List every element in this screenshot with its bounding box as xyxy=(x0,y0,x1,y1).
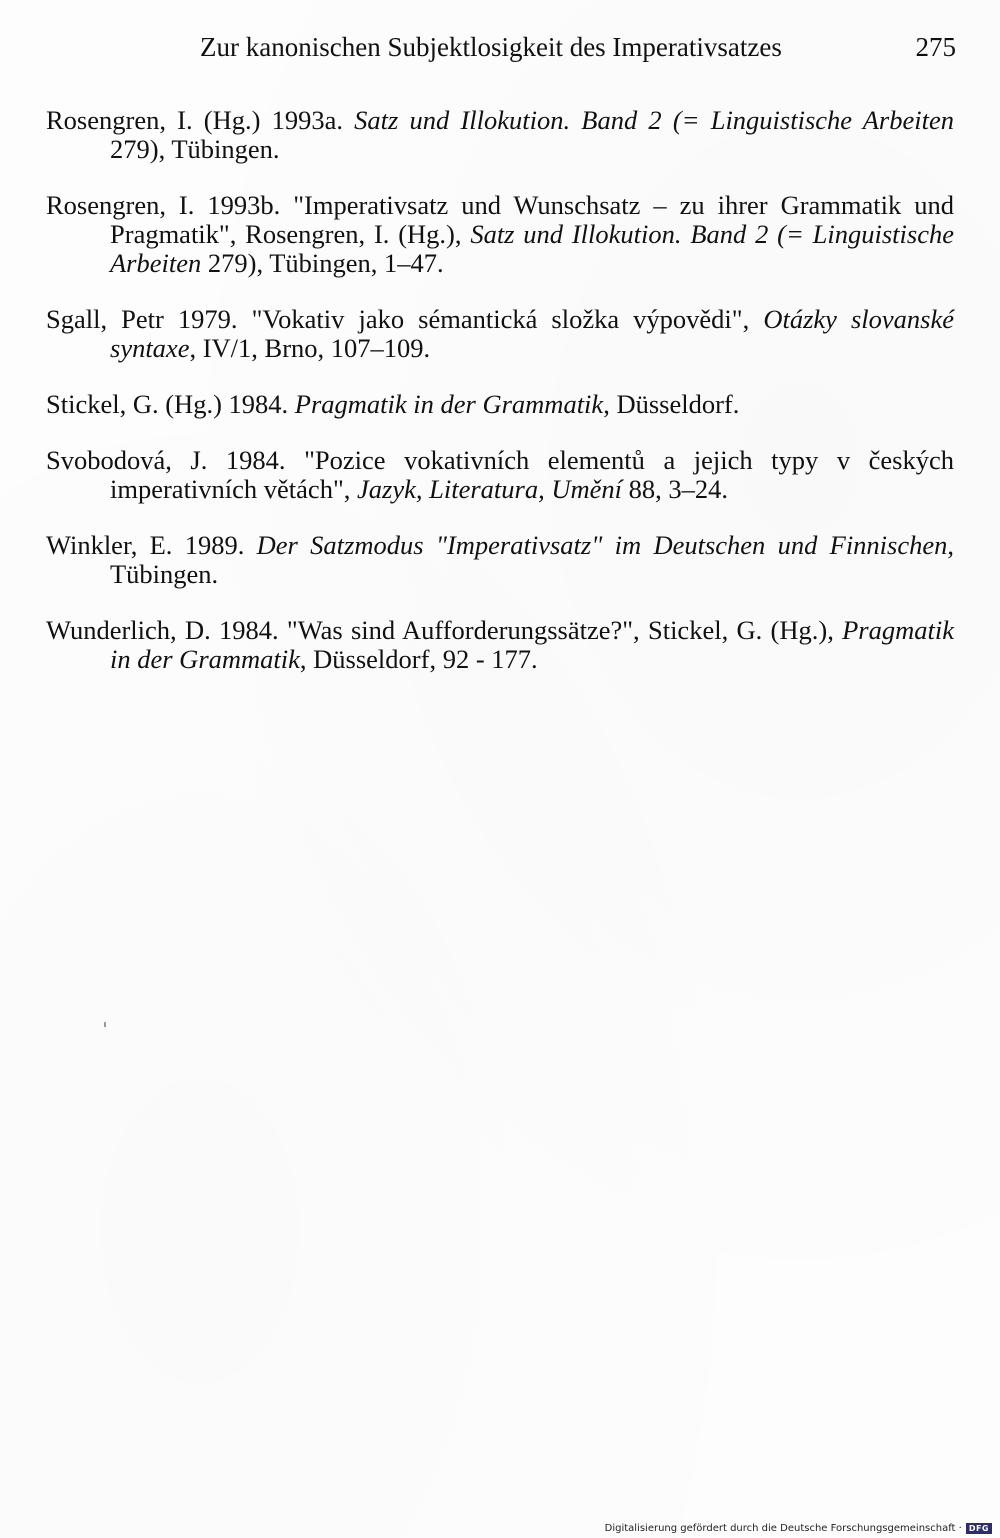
dfg-logo: DFG xyxy=(966,1523,992,1534)
reference-entry xyxy=(46,191,954,278)
reference-entry xyxy=(46,390,954,419)
reference-text: Sgall, Petr 1979. "Vokativ jako sémantická složka výpovědi", xyxy=(46,304,764,334)
reference-text: Rosengren, I. (Hg.) 1993a. xyxy=(46,105,355,135)
reference-title: Satz und Illokution. Band 2 (= Linguistische Arbeiten xyxy=(354,105,954,135)
reference-title: Der Satzmodus "Imperativsatz" im Deutschen und Finnischen xyxy=(256,530,948,560)
reference-text: 279), Tübingen. xyxy=(110,134,280,164)
reference-title: Jazyk, Literatura, Umění xyxy=(357,474,622,504)
scan-speck xyxy=(104,1022,106,1027)
reference-entry xyxy=(46,106,954,164)
reference-entry xyxy=(46,305,954,363)
reference-title: Satz und Illokution. Band 2 (= Linguistische Arbeiten xyxy=(110,219,954,278)
footer-text: Digitalisierung gefördert durch die Deutsche Forschungsgemeinschaft · xyxy=(604,1523,962,1534)
reference-text: Svobodová, J. 1984. "Pozice vokativních elementů a jejich typy v českých imperativních větách", xyxy=(46,445,954,504)
reference-text: , IV/1, Brno, 107–109. xyxy=(189,333,431,363)
running-head xyxy=(0,30,1000,64)
reference-text: , Düsseldorf, 92 - 177. xyxy=(299,644,538,674)
reference-text: Rosengren, I. 1993b. "Imperativsatz und Wunschsatz – zu ihrer Grammatik und Pragmatik", Rosengren, I. (Hg.), xyxy=(46,190,954,249)
reference-title: Pragmatik in der Grammatik xyxy=(110,615,954,674)
reference-text: , Düsseldorf. xyxy=(603,389,740,419)
reference-text: , Tübingen. xyxy=(110,530,955,589)
reference-text: 88, 3–24. xyxy=(621,474,728,504)
reference-title: Otázky slovanské syntaxe xyxy=(110,304,954,363)
reference-text: Stickel, G. (Hg.) 1984. xyxy=(46,389,295,419)
reference-list xyxy=(46,106,954,701)
reference-entry xyxy=(46,531,954,589)
reference-text: Wunderlich, D. 1984. "Was sind Aufforderungssätze?", Stickel, G. (Hg.), xyxy=(46,615,843,645)
reference-title: Pragmatik in der Grammatik xyxy=(294,389,604,419)
page-number: 275 xyxy=(915,32,956,62)
reference-text: Winkler, E. 1989. xyxy=(46,530,257,560)
reference-entry xyxy=(46,446,954,504)
running-title: Zur kanonischen Subjektlosigkeit des Imperativsatzes xyxy=(200,32,782,62)
reference-text: 279), Tübingen, 1–47. xyxy=(201,248,444,278)
reference-entry xyxy=(46,616,954,674)
digitization-footer xyxy=(605,1523,992,1534)
